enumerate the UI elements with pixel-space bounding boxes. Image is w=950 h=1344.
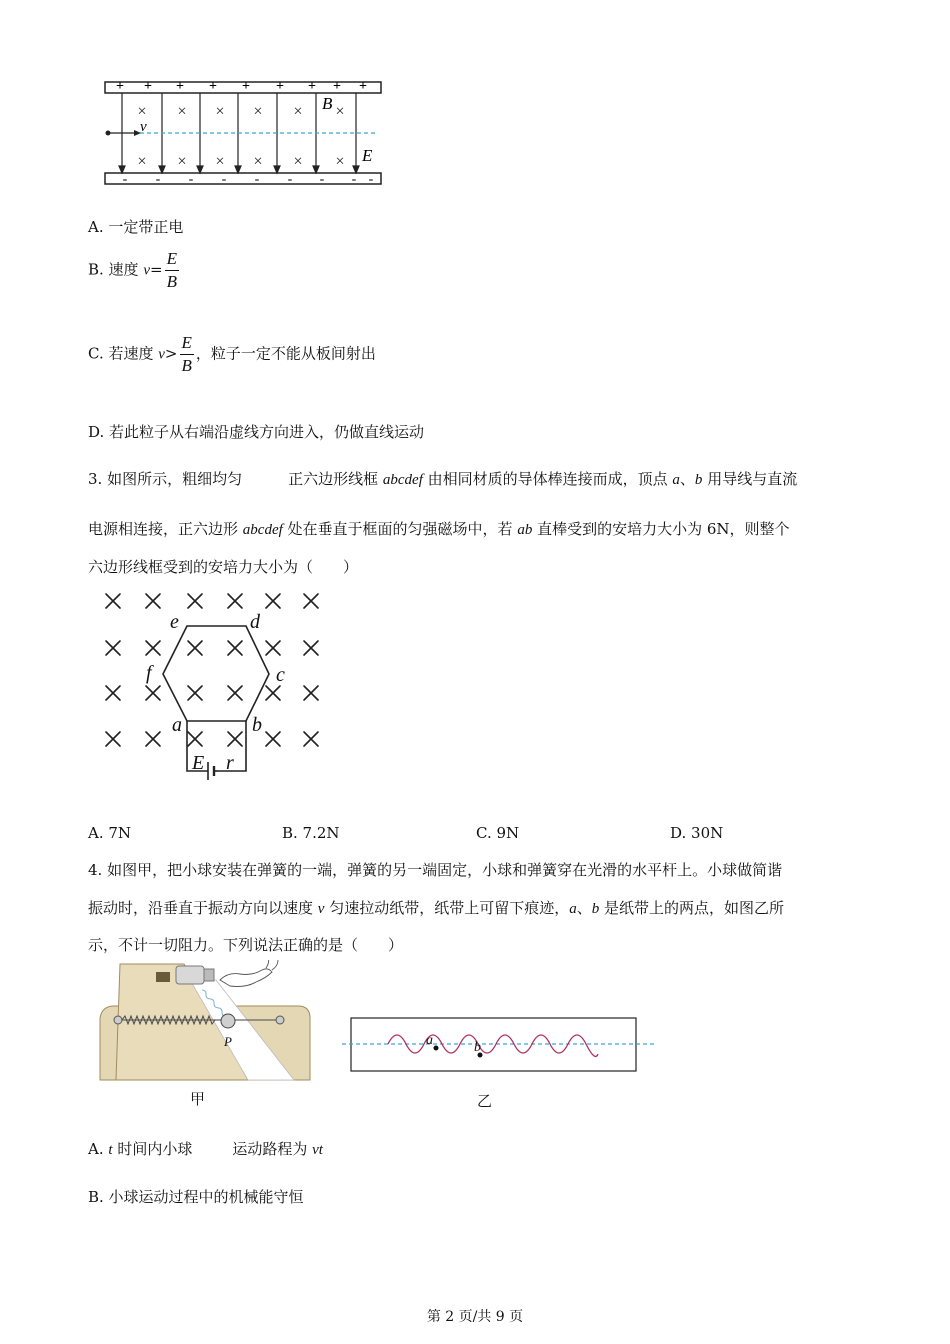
option-text: B. 7.2N xyxy=(282,824,340,842)
fraction-e-over-b xyxy=(165,248,179,293)
minus-sign: - xyxy=(221,172,227,187)
label-v: v xyxy=(140,119,147,135)
q3-option-b[interactable] xyxy=(282,824,340,842)
var-t: t xyxy=(108,1142,113,1158)
svg-text:×: × xyxy=(335,153,345,170)
figure-hexagon-frame xyxy=(96,584,336,790)
option-text: 运动路程为 xyxy=(232,1140,313,1158)
svg-text:×: × xyxy=(335,103,345,120)
q3-option-a[interactable] xyxy=(88,824,131,842)
option-d-text: D. 若此粒子从右端沿虚线方向进入，仍做直线运动 xyxy=(88,423,425,441)
option-a[interactable] xyxy=(88,216,183,237)
particle xyxy=(106,131,111,136)
q4-text: 振动时，沿垂直于振动方向以速度 xyxy=(88,899,318,917)
plus-sign: + xyxy=(333,79,341,94)
option-c-suffix: ，粒子一定不能从板间射出 xyxy=(195,344,376,363)
label-P: P xyxy=(224,1034,232,1049)
q4-option-a[interactable] xyxy=(88,1138,323,1159)
plus-sign: + xyxy=(116,79,124,94)
label-c: c xyxy=(276,664,285,686)
greater-than-sign: > xyxy=(164,344,178,363)
bottom-plate xyxy=(105,173,381,184)
q3-text: 、 xyxy=(679,470,695,488)
var-a: a xyxy=(569,901,577,917)
plus-sign: + xyxy=(359,79,367,94)
svg-text:×: × xyxy=(215,153,225,170)
var-v: v xyxy=(317,901,325,917)
minus-sign: - xyxy=(188,172,194,187)
q3-text: 处在垂直于框面的匀强磁场中，若 xyxy=(282,520,518,538)
q4-text: 、 xyxy=(576,899,592,917)
option-d[interactable] xyxy=(88,421,424,442)
var-v: v xyxy=(143,262,150,279)
q3-text: 直棒受到的安培力大小为 6N，则整个 xyxy=(532,520,790,538)
caption-jia xyxy=(190,1088,205,1109)
fraction-numerator: E xyxy=(180,332,194,355)
fraction-denominator: B xyxy=(181,356,192,375)
option-text: A. 7N xyxy=(88,824,132,842)
minus-sign: - xyxy=(351,172,357,187)
q3-text: 用导线与直流 xyxy=(702,470,798,488)
ball xyxy=(221,1014,235,1028)
q3-option-d[interactable] xyxy=(670,824,723,842)
caption-text: 乙 xyxy=(477,1092,493,1110)
figure-velocity-selector xyxy=(100,76,390,188)
minus-sign: - xyxy=(155,172,161,187)
option-text: A. xyxy=(88,1140,109,1158)
q3-line-3 xyxy=(88,556,358,577)
q4-option-b[interactable] xyxy=(88,1186,304,1207)
page-number: 第 2 页/共 9 页 xyxy=(426,1309,524,1325)
fraction-denominator: B xyxy=(166,272,177,291)
q3-text: 六边形线框受到的安培力大小为（ ） xyxy=(88,558,359,576)
svg-text:×: × xyxy=(293,153,303,170)
label-e: e xyxy=(170,611,179,633)
plus-sign: + xyxy=(308,79,316,94)
label-b: b xyxy=(252,714,262,736)
plus-sign: + xyxy=(276,79,284,94)
option-b-prefix: B. 速度 xyxy=(88,260,144,279)
var-a: a xyxy=(672,472,680,488)
plus-sign: + xyxy=(144,79,152,94)
var-b: b xyxy=(694,472,703,488)
plus-sign: + xyxy=(209,79,217,94)
label-r: r xyxy=(226,752,234,774)
caption-text: 甲 xyxy=(190,1090,206,1108)
label-f: f xyxy=(146,662,152,684)
label-d: d xyxy=(250,611,260,633)
option-b[interactable] xyxy=(88,248,181,293)
q4-line-3 xyxy=(88,934,403,955)
hexagon xyxy=(163,626,269,721)
q3-line-1 xyxy=(88,468,797,489)
label-E: E xyxy=(362,146,373,165)
point-a xyxy=(434,1046,439,1051)
minus-sign: - xyxy=(254,172,260,187)
var-v: v xyxy=(158,346,165,363)
option-text: B. 小球运动过程中的机械能守恒 xyxy=(88,1188,304,1206)
option-text: 时间内小球 xyxy=(112,1140,193,1158)
figure-yi-wave xyxy=(340,1014,660,1076)
minus-sign: - xyxy=(122,172,128,187)
minus-sign: - xyxy=(287,172,293,187)
fraction-numerator: E xyxy=(165,248,179,271)
var-abcdef: abcdef xyxy=(242,522,283,538)
q3-line-2 xyxy=(88,518,790,539)
option-c[interactable] xyxy=(88,332,376,377)
caption-yi xyxy=(477,1090,492,1111)
svg-text:×: × xyxy=(137,103,147,120)
svg-text:×: × xyxy=(253,153,263,170)
var-b: b xyxy=(591,901,600,917)
option-text: D. 30N xyxy=(670,824,724,842)
q3-text: 正六边形线框 xyxy=(288,470,383,488)
minus-sign: - xyxy=(368,172,374,187)
label-b: b xyxy=(474,1040,481,1055)
fraction-e-over-b xyxy=(180,332,194,377)
option-a-text: A. 一定带正电 xyxy=(88,218,184,236)
q4-line-2 xyxy=(88,897,784,918)
q3-text: 3. 如图所示，粗细均匀 xyxy=(88,470,243,488)
q4-text: 示，不计一切阻力。下列说法正确的是（ ） xyxy=(88,936,404,954)
q4-text: 4. 如图甲，把小球安装在弹簧的一端，弹簧的另一端固定，小球和弹簧穿在光滑的水平杆上。小球做简谐 xyxy=(88,861,783,879)
q4-line-1 xyxy=(88,859,782,880)
var-vt: vt xyxy=(312,1142,323,1158)
label-a: a xyxy=(426,1033,433,1048)
plus-sign: + xyxy=(176,79,184,94)
svg-text:×: × xyxy=(293,103,303,120)
q3-text: 电源相连接，正六边形 xyxy=(88,520,243,538)
svg-text:×: × xyxy=(253,103,263,120)
svg-text:×: × xyxy=(215,103,225,120)
q3-option-c[interactable] xyxy=(476,824,519,842)
q3-text: 由相同材质的导体棒连接而成，顶点 xyxy=(422,470,673,488)
var-ab: ab xyxy=(517,522,533,538)
q4-text: 匀速拉动纸带，纸带上可留下痕迹， xyxy=(324,899,570,917)
plus-sign: + xyxy=(242,79,250,94)
q4-text: 是纸带上的两点，如图乙所 xyxy=(599,899,785,917)
label-E: E xyxy=(192,752,205,774)
option-text: C. 9N xyxy=(476,824,520,842)
figure-jia-apparatus xyxy=(98,960,314,1084)
svg-text:×: × xyxy=(177,153,187,170)
svg-text:×: × xyxy=(137,153,147,170)
label-B: B xyxy=(322,94,333,113)
page-footer xyxy=(0,1306,950,1326)
minus-sign: - xyxy=(319,172,325,187)
var-abcdef: abcdef xyxy=(382,472,423,488)
label-a: a xyxy=(172,714,182,736)
svg-text:×: × xyxy=(177,103,187,120)
option-c-prefix: C. 若速度 xyxy=(88,344,159,363)
equals-sign: = xyxy=(150,260,163,279)
